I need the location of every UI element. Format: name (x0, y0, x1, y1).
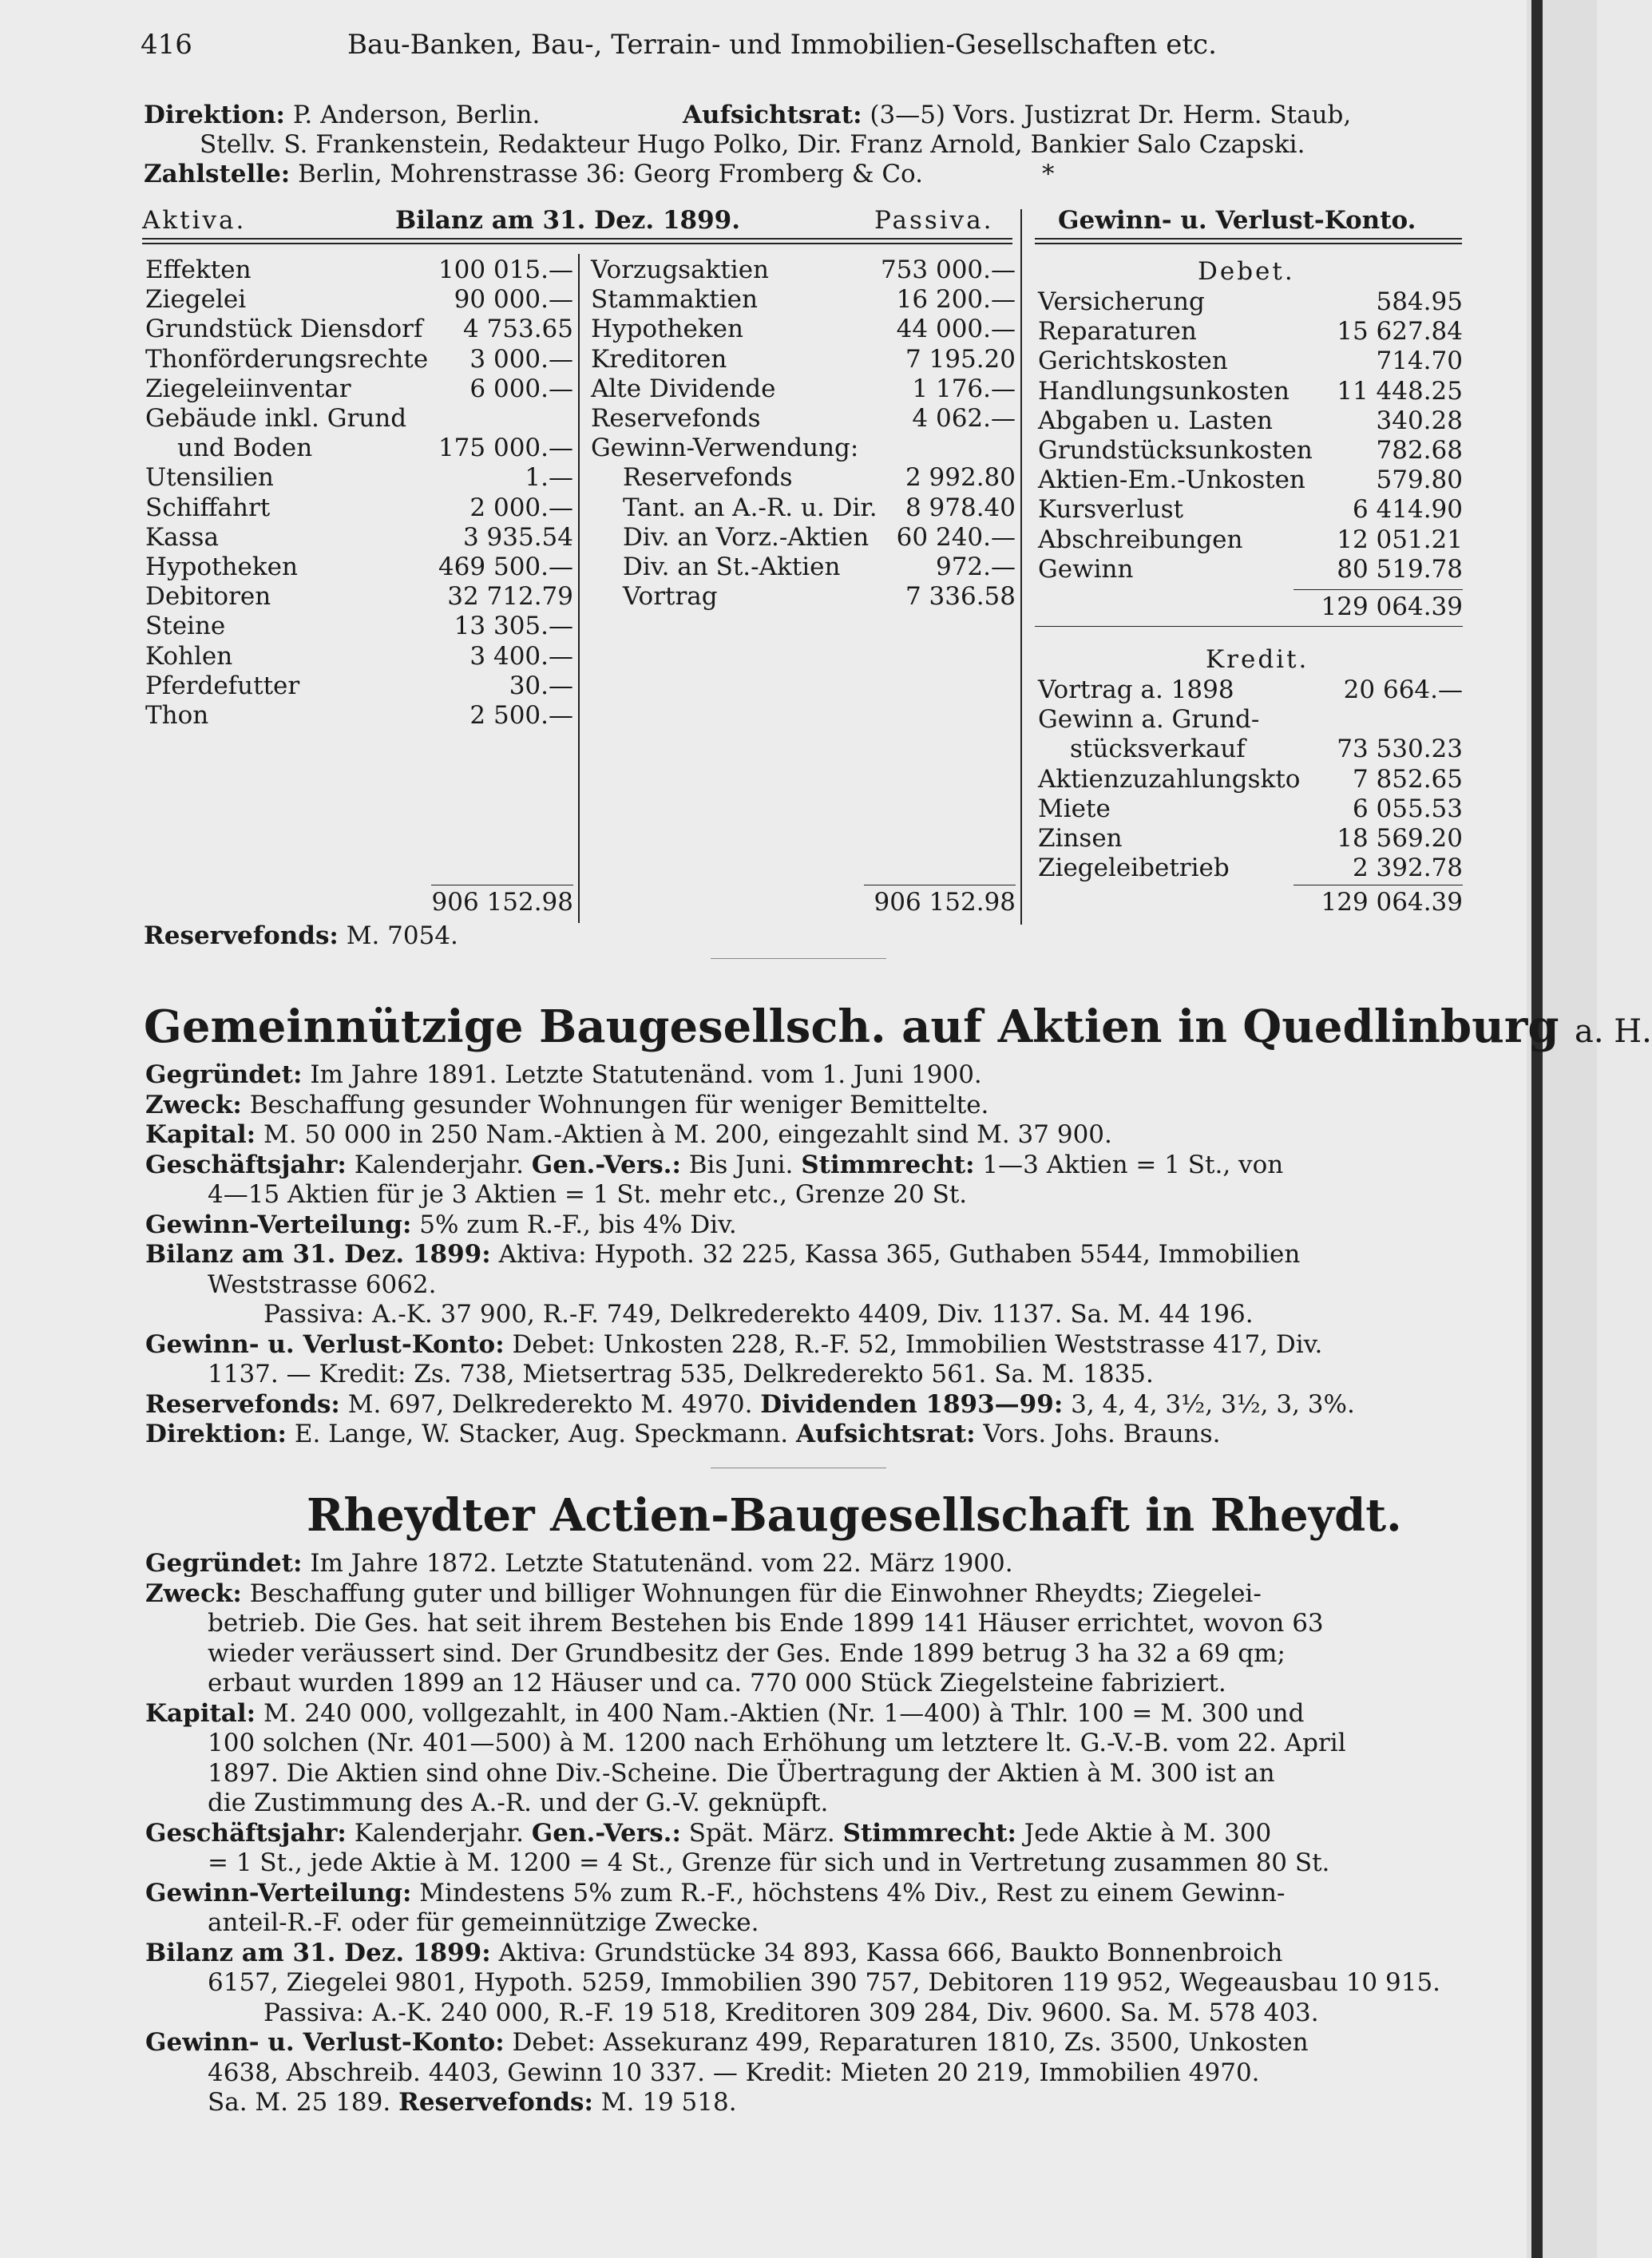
line-label: Bilanz am 31. Dez. 1899: (145, 1938, 491, 1967)
ledger-label: stücksverkauf (1070, 735, 1246, 764)
text-line (208, 1968, 1440, 1997)
line-label: Gewinn- u. Verlust-Konto: (145, 1329, 505, 1359)
line-label: Aufsichtsrat: (796, 1420, 976, 1448)
ledger-label: Reservefonds (591, 404, 761, 433)
balance-title: Bilanz am 31. Dez. 1899. (395, 206, 741, 235)
ledger-value: 32 712.79 (447, 582, 573, 612)
ledger-value: 30.— (509, 671, 573, 700)
line-text: Aktiva: Hypoth. 32 225, Kassa 365, Guthaben 5544, Immobilien (498, 1240, 1301, 1269)
label: Reservefonds: (144, 921, 339, 950)
line-label: Kapital: (145, 1698, 256, 1728)
line-label: Kapital: (145, 1120, 256, 1149)
ledger-label: Ziegeleibetrieb (1038, 854, 1230, 883)
ledger-label: Div. an Vorz.-Aktien (623, 522, 870, 552)
ledger-value: 584.95 (1376, 287, 1463, 316)
debet-heading: Debet. (1198, 257, 1295, 286)
line-text: M. 50 000 in 250 Nam.-Aktien à M. 200, eingezahlt sind M. 37 900. (263, 1120, 1112, 1149)
line-text: M. 697, Delkrederekto M. 4970. (347, 1389, 753, 1419)
debet-kredit-separator (1035, 626, 1463, 627)
text-line (263, 1999, 1319, 2027)
title-text: Gemeinnützige Baugesellsch. auf Aktien in Quedlinburg (144, 1000, 1559, 1053)
reserve-line (144, 921, 458, 950)
line-text: Debet: Assekuranz 499, Reparaturen 1810, Zs. 3500, Unkosten (512, 2028, 1309, 2057)
passiva-heading: Passiva. (874, 206, 994, 235)
line-label: Geschäftsjahr: (145, 1150, 347, 1179)
line-label: Stimmrecht: (842, 1818, 1016, 1848)
ledger-value: 13 305.— (454, 612, 573, 641)
ledger-value: 469 500.— (438, 553, 573, 581)
line-text: E. Lange, W. Stacker, Aug. Speckmann. (294, 1420, 789, 1448)
text-line (145, 1879, 1285, 1907)
ledger-label: Gebäude inkl. Grund (145, 404, 407, 433)
ledger-label: Hypotheken (145, 553, 298, 581)
text-line (208, 1360, 1154, 1388)
line-label: Gegründet: (145, 1060, 303, 1089)
text-line (208, 2058, 1260, 2087)
line-text: die Zustimmung des A.-R. und der G.-V. geknüpft. (208, 1789, 829, 1817)
ledger-label: Zinsen (1038, 824, 1123, 853)
ledger-label: Steine (145, 612, 226, 641)
ledger-value: 15 627.84 (1337, 317, 1463, 347)
text-line (145, 1120, 1112, 1149)
section-separator (711, 958, 886, 959)
page-number: 416 (141, 29, 192, 61)
line-label: Gen.-Vers.: (531, 1818, 681, 1848)
line-text: Vors. Johs. Brauns. (983, 1420, 1221, 1448)
ledger-value: 60 240.— (896, 522, 1016, 552)
line-text: 100 solchen (Nr. 401—500) à M. 1200 nach Erhöhung um letztere lt. G.-V.-B. vom 22. April (208, 1729, 1346, 1757)
aktiva-total: 906 152.98 (431, 888, 573, 917)
ledger-value: 80 519.78 (1337, 554, 1463, 584)
ledger-label: Gewinn-Verwendung: (591, 434, 859, 463)
line-label: Gewinn-Verteilung: (145, 1210, 412, 1239)
ledger-label: Ziegeleiinventar (145, 374, 351, 403)
line-text: Bis Juni. (688, 1150, 794, 1179)
guv-title: Gewinn- u. Verlust-Konto. (1058, 206, 1416, 235)
ledger-label: Grundstücksunkosten (1038, 436, 1313, 465)
debet-total-rule (1293, 589, 1463, 590)
balance-rule-1 (142, 238, 1012, 240)
text: (3—5) Vors. Justizrat Dr. Herm. Staub, (870, 101, 1352, 129)
ledger-value: 2 392.78 (1352, 854, 1463, 883)
ledger-value: 3 000.— (469, 344, 573, 374)
top-direktion-line (144, 101, 540, 129)
ledger-value: 6 414.90 (1352, 495, 1463, 525)
line-label: Zweck: (145, 1090, 242, 1119)
ledger-label: Versicherung (1038, 287, 1205, 316)
ledger-label: Aktien-Em.-Unkosten (1038, 465, 1305, 495)
ledger-label: Abschreibungen (1038, 525, 1243, 554)
ledger-value: 6 055.53 (1352, 794, 1463, 823)
ledger-value: 11 448.25 (1337, 376, 1463, 406)
ledger-value: 7 336.58 (905, 582, 1016, 612)
line-text: betrieb. Die Ges. hat seit ihrem Bestehen bis Ende 1899 141 Häuser errichtet, wovon 63 (208, 1609, 1324, 1638)
ledger-label: und Boden (177, 434, 313, 463)
line-text: = 1 St., jede Aktie à M. 1200 = 4 St., Grenze für sich und in Vertretung zusammen 80 St. (208, 1848, 1330, 1877)
text-line (208, 1759, 1275, 1788)
line-text: 3, 4, 4, 3½, 3½, 3, 3%. (1071, 1389, 1355, 1419)
ledger-label: Handlungsunkosten (1038, 376, 1290, 406)
text-line (208, 1908, 759, 1937)
debet-total: 129 064.39 (1321, 592, 1463, 621)
text-line (145, 1390, 1355, 1419)
ledger-value: 90 000.— (454, 285, 573, 315)
binding-rule (1531, 0, 1543, 2258)
ledger-value: 7 852.65 (1352, 764, 1463, 794)
text: P. Anderson, Berlin. (292, 101, 541, 129)
line-text: Mindestens 5% zum R.-F., höchstens 4% Div., Rest zu einem Gewinn- (419, 1878, 1286, 1907)
ledger-label: Kreditoren (591, 344, 727, 374)
rheydt-title: Rheydter Actien-Baugesellschaft in Rheydt. (307, 1489, 1402, 1542)
label: Zahlstelle: (144, 160, 291, 188)
quedlinburg-title (144, 1001, 1652, 1057)
line-label: Gen.-Vers.: (531, 1150, 681, 1179)
ledger-value: 579.80 (1376, 465, 1463, 495)
ledger-value: 8 978.40 (905, 493, 1016, 522)
text-line (145, 1819, 1271, 1848)
ledger-value: 44 000.— (896, 315, 1016, 344)
ledger-label: Vortrag (623, 582, 718, 612)
line-text: Passiva: A.-K. 240 000, R.-F. 19 518, Kreditoren 309 284, Div. 9600. Sa. M. 578 403. (263, 1998, 1319, 2027)
line-text: 6157, Ziegelei 9801, Hypoth. 5259, Immobilien 390 757, Debitoren 119 952, Wegeausbau 10 915. (208, 1968, 1441, 1997)
ledger-value: 3 935.54 (462, 522, 573, 552)
ledger-value: 753 000.— (880, 256, 1016, 284)
ledger-label: Vortrag a. 1898 (1038, 675, 1234, 704)
line-text: Debet: Unkosten 228, R.-F. 52, Immobilien Weststrasse 417, Div. (512, 1329, 1323, 1359)
balance-divider (578, 254, 580, 923)
line-text: 5% zum R.-F., bis 4% Div. (419, 1210, 737, 1239)
ledger-label: Vorzugsaktien (591, 256, 770, 284)
ledger-label: Gewinn a. Grund- (1038, 705, 1260, 735)
text-line (208, 2088, 737, 2117)
text-line (145, 1151, 1283, 1179)
ledger-label: Utensilien (145, 463, 274, 493)
ledger-value: 2 992.80 (905, 463, 1016, 493)
ledger-value: 12 051.21 (1337, 525, 1463, 554)
line-text: 1897. Die Aktien sind ohne Div.-Scheine. Die Übertragung der Aktien à M. 300 ist an (208, 1758, 1275, 1788)
ledger-label: Reparaturen (1038, 317, 1197, 347)
line-text: 4—15 Aktien für je 3 Aktien = 1 St. mehr etc., Grenze 20 St. (208, 1180, 968, 1209)
aktiva-heading: Aktiva. (142, 206, 247, 235)
text-line (145, 1240, 1300, 1269)
ledger-label: Div. an St.-Aktien (623, 553, 841, 581)
ledger-value: 972.— (935, 553, 1016, 581)
top-zahlstelle-line (144, 160, 923, 188)
text-line (208, 1180, 967, 1209)
line-text: erbaut wurden 1899 an 12 Häuser und ca. 770 000 Stück Ziegelsteine fabriziert. (208, 1669, 1226, 1697)
line-text: Im Jahre 1891. Letzte Statutenänd. vom 1. Juni 1900. (310, 1060, 982, 1089)
ledger-value: 714.70 (1376, 347, 1463, 376)
ledger-label: Schiffahrt (145, 493, 271, 522)
mark: * (1042, 160, 1055, 188)
line-text: Spät. März. (688, 1818, 835, 1848)
line-label: Reservefonds: (398, 2088, 593, 2117)
ledger-value: 73 530.23 (1337, 735, 1463, 764)
top-line-2: Stellv. S. Frankenstein, Redakteur Hugo Polko, Dir. Franz Arnold, Bankier Salo Czapski. (200, 130, 1305, 159)
line-label: Zweck: (145, 1579, 242, 1608)
line-text: Kalenderjahr. (354, 1818, 524, 1848)
line-text: anteil-R.-F. oder für gemeinnützige Zwecke. (208, 1908, 759, 1937)
title-suffix: a. H. (1575, 1013, 1652, 1050)
section-divider (1020, 209, 1022, 925)
kredit-heading: Kredit. (1206, 645, 1309, 674)
ledger-label: Alte Dividende (591, 374, 776, 403)
balance-rule-2 (142, 243, 1012, 244)
line-text: 4638, Abschreib. 4403, Gewinn 10 337. — Kredit: Mieten 20 219, Immobilien 4970. (208, 2058, 1260, 2087)
ledger-label: Miete (1038, 794, 1111, 823)
line-label: Stimmrecht: (801, 1150, 975, 1179)
kredit-total: 129 064.39 (1321, 888, 1463, 917)
ledger-label: Ziegelei (145, 285, 247, 315)
text-line (145, 1420, 1221, 1448)
line-label: Direktion: (145, 1420, 287, 1448)
ledger-value: 1 176.— (912, 374, 1016, 403)
ledger-value: 6 000.— (469, 374, 573, 403)
line-label: Gewinn-Verteilung: (145, 1878, 412, 1907)
ledger-value: 2 500.— (469, 701, 573, 730)
text-line (145, 1210, 737, 1239)
line-text: Beschaffung guter und billiger Wohnungen für die Einwohner Rheydts; Ziegelei- (249, 1579, 1262, 1608)
text-line (145, 1549, 1013, 1578)
ledger-label: Reservefonds (623, 463, 793, 493)
line-text: Weststrasse 6062. (208, 1270, 437, 1299)
label: Aufsichtsrat: (683, 101, 862, 129)
ledger-value: 782.68 (1376, 436, 1463, 465)
text: M. 7054. (346, 921, 458, 950)
line-label: Geschäftsjahr: (145, 1818, 347, 1848)
text-line (208, 1639, 1286, 1668)
ledger-label: Gewinn (1038, 554, 1134, 584)
line-label: Dividenden 1893—99: (760, 1389, 1064, 1419)
line-text: M. 240 000, vollgezahlt, in 400 Nam.-Aktien (Nr. 1—400) à Thlr. 100 = M. 300 und (263, 1698, 1305, 1728)
text-line (145, 1330, 1322, 1359)
line-text: Beschaffung gesunder Wohnungen für weniger Bemittelte. (249, 1090, 989, 1119)
passiva-total: 906 152.98 (874, 888, 1016, 917)
line-text: Sa. M. 25 189. (208, 2088, 391, 2117)
ledger-value: 16 200.— (896, 285, 1016, 315)
ledger-value: 20 664.— (1343, 675, 1463, 704)
ledger-value: 4 753.65 (462, 315, 573, 344)
line-text: 1—3 Aktien = 1 St., von (982, 1150, 1284, 1179)
line-label: Bilanz am 31. Dez. 1899: (145, 1240, 491, 1269)
ledger-value: 2 000.— (469, 493, 573, 522)
ledger-label: Thonförderungsrechte (145, 344, 429, 374)
top-aufsichtsrat-line (683, 101, 1351, 129)
line-label: Reservefonds: (145, 1389, 340, 1419)
ledger-label: Aktienzuzahlungskto (1038, 764, 1301, 794)
ledger-value: 18 569.20 (1337, 824, 1463, 853)
line-text: M. 19 518. (600, 2088, 737, 2117)
ledger-label: Pferdefutter (145, 671, 300, 700)
text: Berlin, Mohrenstrasse 36: Georg Fromberg & Co. (298, 160, 924, 188)
guv-rule-1 (1035, 238, 1462, 240)
text-line (208, 1609, 1324, 1638)
line-text: wieder veräussert sind. Der Grundbesitz der Ges. Ende 1899 betrug 3 ha 32 a 69 qm; (208, 1638, 1286, 1668)
text-line (145, 1091, 988, 1119)
text-line (208, 1669, 1226, 1697)
ledger-label: Kassa (145, 522, 219, 552)
ledger-value: 340.28 (1376, 406, 1463, 435)
ledger-label: Grundstück Diensdorf (145, 315, 423, 344)
text-line (208, 1789, 828, 1817)
line-text: 1137. — Kredit: Zs. 738, Mietsertrag 535, Delkrederekto 561. Sa. M. 1835. (208, 1360, 1154, 1388)
ledger-label: Gerichtskosten (1038, 347, 1228, 376)
text-line (145, 1579, 1262, 1608)
running-title: Bau-Banken, Bau-, Terrain- und Immobilien-Gesellschaften etc. (347, 29, 1217, 61)
line-label: Gegründet: (145, 1549, 303, 1578)
ledger-label: Tant. an A.-R. u. Dir. (623, 493, 878, 522)
ledger-label: Effekten (145, 256, 252, 284)
guv-rule-2 (1035, 243, 1462, 244)
ledger-value: 3 400.— (469, 641, 573, 671)
text-line (145, 1699, 1304, 1728)
text-line (208, 1729, 1346, 1757)
ledger-value: 175 000.— (438, 434, 573, 463)
line-text: Passiva: A.-K. 37 900, R.-F. 749, Delkrederekto 4409, Div. 1137. Sa. M. 44 196. (263, 1300, 1254, 1329)
text-line (145, 1060, 982, 1089)
line-text: Kalenderjahr. (354, 1150, 524, 1179)
ledger-label: Stammaktien (591, 285, 758, 315)
text-line (145, 1939, 1283, 1967)
ledger-label: Debitoren (145, 582, 271, 612)
ledger-label: Thon (145, 701, 209, 730)
ledger-value: 1.— (525, 463, 573, 493)
ledger-value: 100 015.— (438, 256, 573, 284)
ledger-label: Kursverlust (1038, 495, 1184, 525)
ledger-value: 7 195.20 (905, 344, 1016, 374)
line-text: Jede Aktie à M. 300 (1024, 1818, 1272, 1848)
text-line (145, 2028, 1309, 2057)
text-line (208, 1270, 436, 1299)
line-text: Aktiva: Grundstücke 34 893, Kassa 666, Baukto Bonnenbroich (498, 1938, 1283, 1967)
ledger-value: 4 062.— (912, 404, 1016, 433)
text-line (263, 1300, 1254, 1329)
text-line (208, 1848, 1329, 1877)
ledger-label: Hypotheken (591, 315, 743, 344)
label: Direktion: (144, 101, 285, 129)
ledger-label: Kohlen (145, 641, 233, 671)
ledger-label: Abgaben u. Lasten (1038, 406, 1273, 435)
line-label: Gewinn- u. Verlust-Konto: (145, 2028, 505, 2057)
line-text: Im Jahre 1872. Letzte Statutenänd. vom 22. März 1900. (310, 1549, 1013, 1578)
